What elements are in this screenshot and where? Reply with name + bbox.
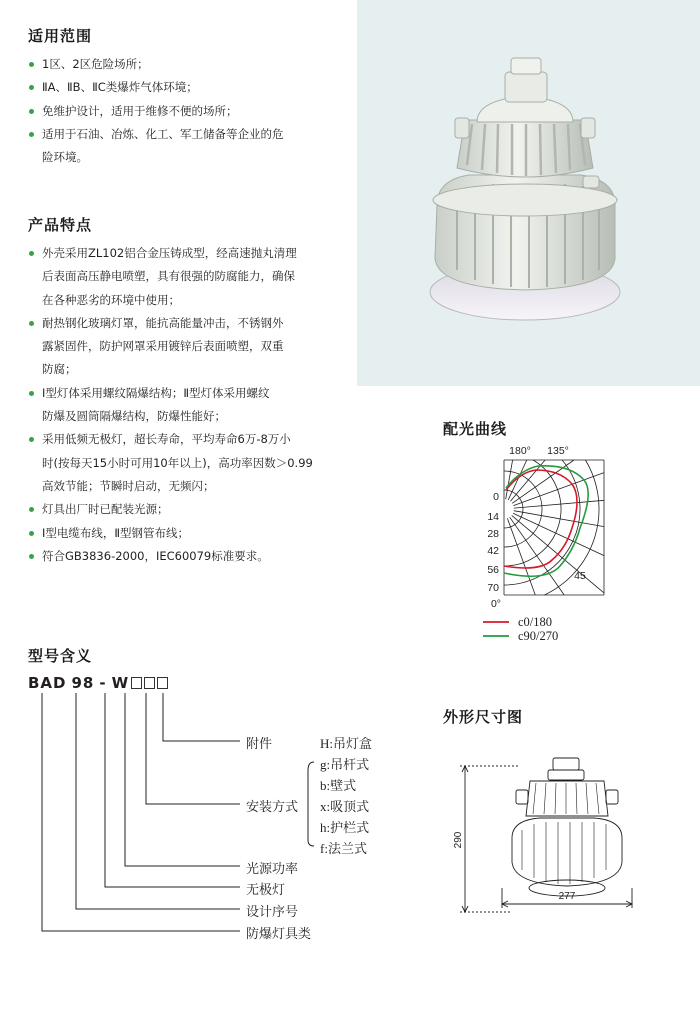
model-heading: 型号含义 xyxy=(28,647,93,665)
features-item-line: 防腐； xyxy=(42,362,77,377)
model-code-dash: - xyxy=(99,674,107,692)
dims-heading: 外形尺寸图 xyxy=(443,708,524,726)
features-item-line: 灯具出厂时已配装光源； xyxy=(42,502,169,517)
scope-heading: 适用范围 xyxy=(28,27,93,45)
scope-item-line: 适用于石油、冶炼、化工、军工储备等企业的危 xyxy=(42,126,284,141)
features-item-line: 露紧固件，防护网罩采用镀锌后表面喷塑，双重 xyxy=(42,339,284,354)
label-power: 光源功率 xyxy=(246,862,299,877)
option-install-h: h:护栏式 xyxy=(320,820,370,835)
model-code-prefix: BAD xyxy=(28,674,67,692)
scope-item-line: 1区、2区危险场所； xyxy=(42,57,149,71)
dim-width-label: 277 xyxy=(558,891,576,902)
radial-label: 0 xyxy=(493,491,499,503)
legend-label: c90/270 xyxy=(518,629,559,643)
model-code-w: W xyxy=(111,674,130,692)
option-accessory: H:吊灯盒 xyxy=(320,736,373,751)
radial-label: 14 xyxy=(487,511,499,523)
polar-grid-spoke xyxy=(508,460,527,500)
polar-grid-spoke xyxy=(513,473,604,506)
features-item-line: 采用低频无极灯，超长寿命，平均寿命6万-8万小 xyxy=(42,432,291,447)
features-item-line: 在各种恶劣的环境中使用； xyxy=(42,292,180,307)
features-item-line: Ⅰ型电缆布线，Ⅱ型钢管布线； xyxy=(42,525,190,540)
angle-label-45: 45 xyxy=(574,570,586,582)
label-accessory: 附件 xyxy=(246,737,273,752)
radial-label: 56 xyxy=(487,564,499,576)
option-install-b: b:壁式 xyxy=(320,778,357,793)
angle-label-135: 135° xyxy=(547,445,569,457)
chart-heading: 配光曲线 xyxy=(443,420,508,438)
angle-label-180: 180° xyxy=(509,445,531,457)
option-install-g: g:吊杆式 xyxy=(320,757,370,772)
features-item-line: 防爆及圆筒隔爆结构，防爆性能好； xyxy=(42,409,226,424)
radial-label: 28 xyxy=(487,528,499,540)
option-install-x: x:吸顶式 xyxy=(320,799,370,814)
angle-label-0: 0° xyxy=(490,598,502,610)
polar-grid-spoke xyxy=(507,518,535,595)
features-item-line: 外壳采用ZL102铝合金压铸成型，经高速抛丸清理 xyxy=(42,246,297,260)
radial-label: 70 xyxy=(487,582,499,594)
features-item-line: 后表面高压静电喷塑，具有很强的防腐能力，确保 xyxy=(42,269,295,284)
features-item-line: 高效节能；节瞬时启动，无频闪； xyxy=(42,478,215,493)
label-lamp: 无极灯 xyxy=(246,883,286,898)
scope-item-line: ⅡA、ⅡB、ⅡC类爆炸气体环境； xyxy=(42,80,198,95)
polar-grid-spoke xyxy=(513,513,604,555)
option-install-f: f:法兰式 xyxy=(320,841,367,856)
label-install: 安装方式 xyxy=(246,800,299,815)
label-serial: 设计序号 xyxy=(246,905,299,920)
light-distribution-chart xyxy=(470,438,630,653)
features-item-line: 耐热钢化玻璃灯罩，能抗高能量冲击，不锈钢外 xyxy=(42,315,284,330)
features-item-line: Ⅰ型灯体采用螺纹隔爆结构；Ⅱ型灯体采用螺纹 xyxy=(42,385,270,400)
scope-item-line: 险环境。 xyxy=(42,150,88,165)
features-item-line: 符合GB3836-2000，IEC60079标准要求。 xyxy=(42,548,269,563)
dimension-drawing xyxy=(450,745,640,925)
features-heading: 产品特点 xyxy=(28,216,93,234)
label-category: 防爆灯具类 xyxy=(246,927,312,942)
polar-grid-spoke xyxy=(514,500,604,508)
model-code-number: 98 xyxy=(71,674,95,692)
legend-label: c0/180 xyxy=(518,615,553,629)
dim-height-label: 290 xyxy=(453,831,464,849)
scope-item-line: 免维护设计，适用于维修不便的场所； xyxy=(42,103,238,118)
radial-label: 42 xyxy=(487,545,499,557)
features-item-line: 时(按每天15小时可用10年以上)，高功率因数＞0.99 xyxy=(42,455,313,470)
